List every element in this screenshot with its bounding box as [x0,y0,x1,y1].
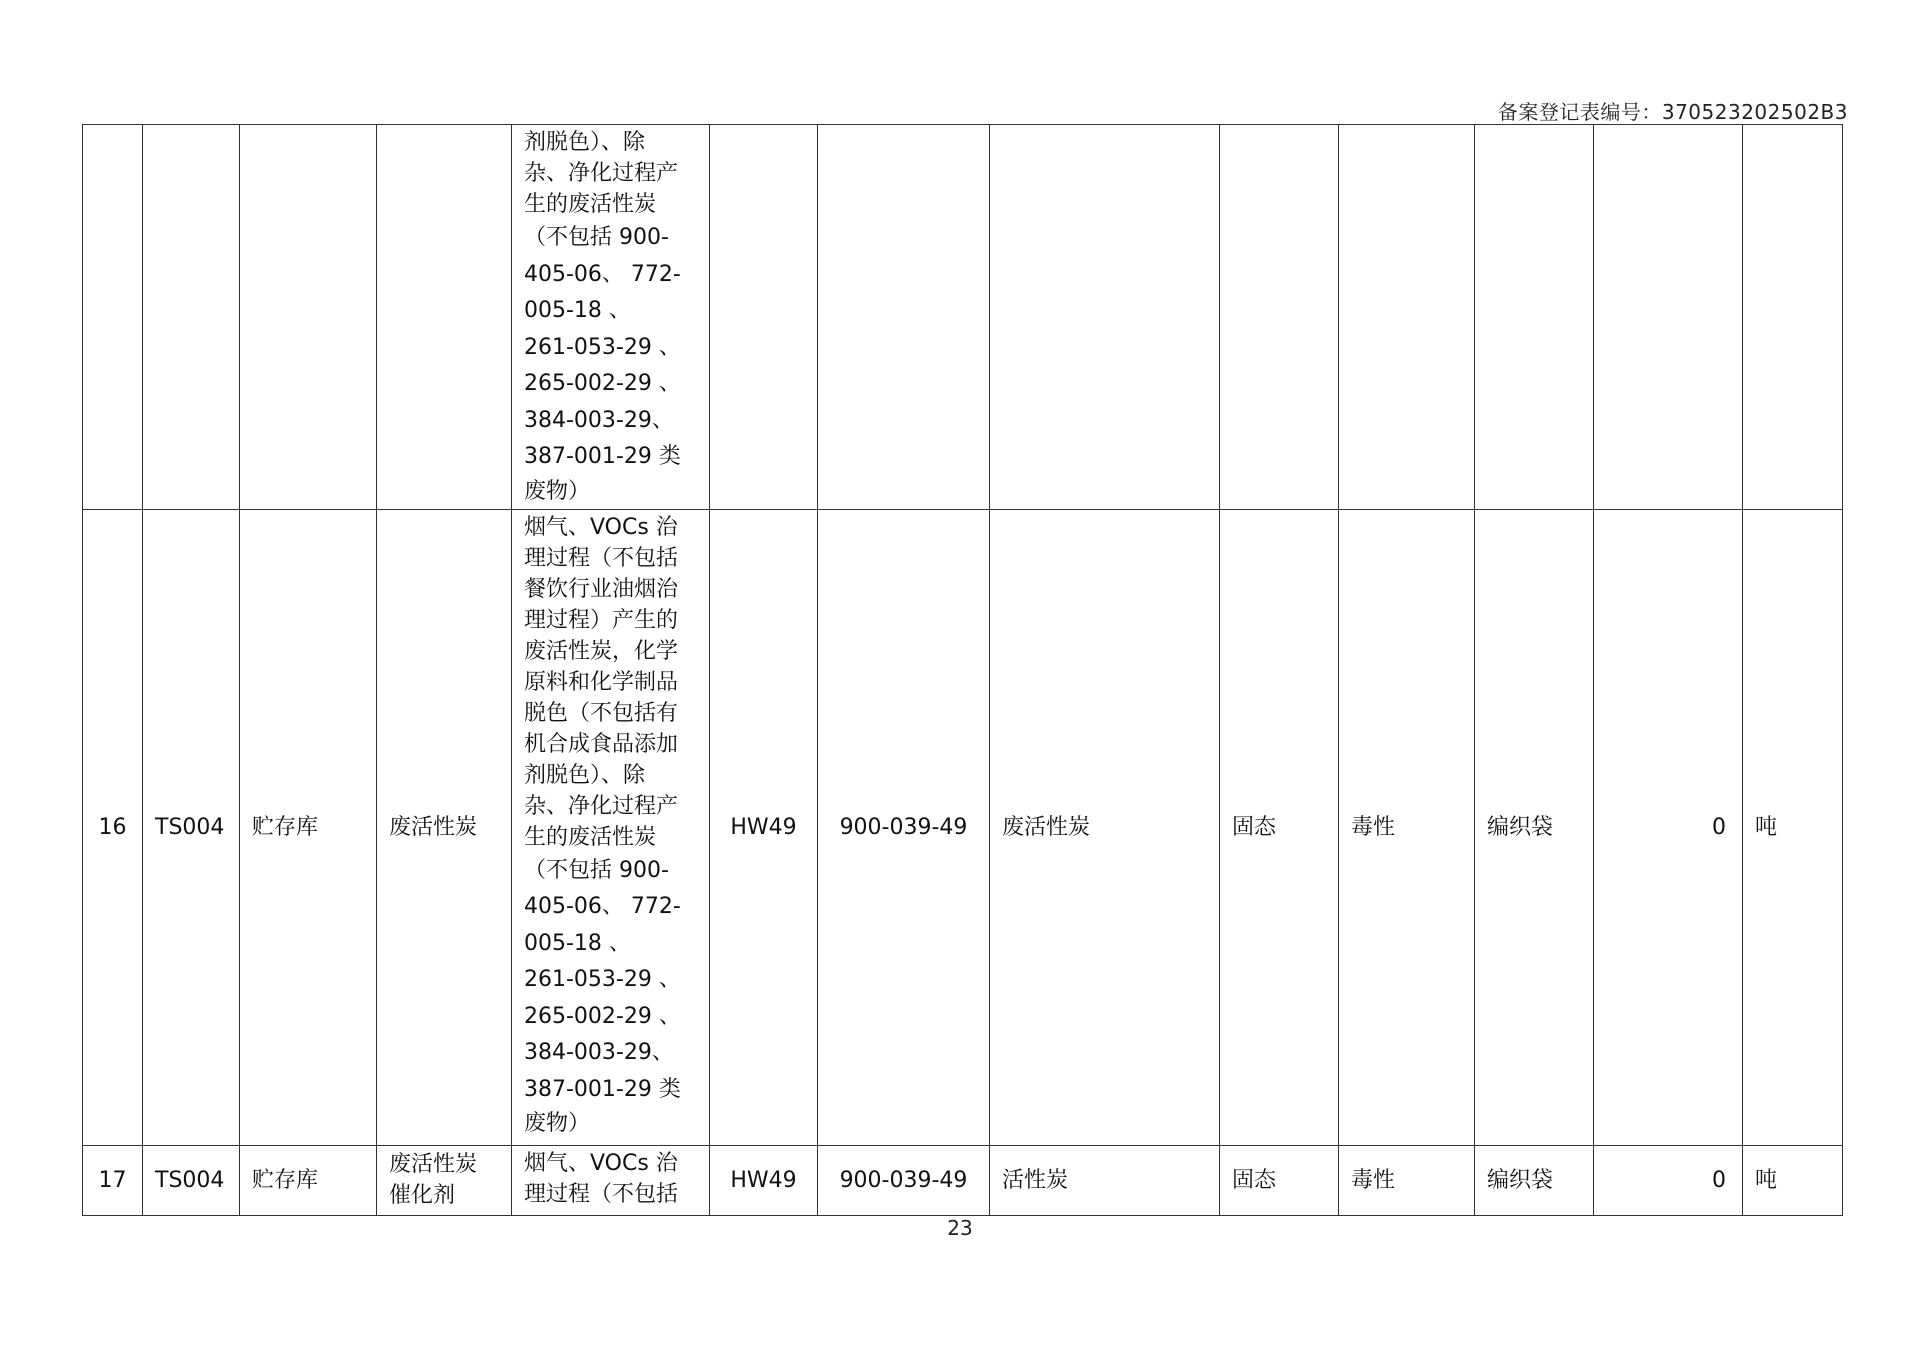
cell-quantity: 0 [1594,1145,1743,1215]
desc-line: 261-053-29 、 [524,967,681,992]
desc-line: （不包括 900- [524,225,669,250]
cell-waste-code [818,125,990,510]
table-row [83,509,1843,1145]
cell-location: 贮存库 [240,1145,377,1215]
desc-line: 餐饮行业油烟治 [524,576,679,602]
cell-description [512,509,710,1145]
desc-line: 387-001-29 类 [524,444,681,469]
table-row [83,125,1843,510]
desc-line: 剂脱色）、除 [524,762,646,788]
desc-line: 理过程（不包括 [524,1181,679,1207]
desc-line: 387-001-29 类 [524,1076,681,1102]
desc-line: 杂、净化过程产 [524,793,679,819]
desc-line: 脱色（不包括有 [524,700,679,726]
desc-line: 384-003-29、 [524,1040,674,1065]
desc-line: 杂、净化过程产 [524,161,679,186]
desc-line: 005-18 、 [524,930,631,956]
desc-line: 理过程（不包括 [524,545,679,571]
cell-unit: 吨 [1743,509,1843,1145]
desc-line: 机合成食品添加 [524,731,679,757]
cell-code: TS004 [143,509,240,1145]
cell-package: 编织袋 [1475,509,1594,1145]
hazardous-waste-table [82,124,1843,1216]
table-row [83,1145,1843,1215]
cell-seq: 17 [83,1145,143,1215]
desc-line: 生的废活性炭 [524,192,657,217]
desc-line: 剂脱色）、除 [524,130,646,155]
desc-line: 烟气、VOCs 治 [524,1150,678,1176]
page-number: 23 [947,1216,973,1240]
cell-description [512,1145,710,1215]
desc-line: 405-06、 772- [524,261,681,287]
desc-line: 265-002-29 、 [524,371,681,396]
cell-waste-code: 900-039-49 [818,509,990,1145]
cell-component: 活性炭 [990,1145,1220,1215]
desc-line: 005-18 、 [524,298,631,323]
cell-category [710,125,818,510]
cell-unit [1743,125,1843,510]
cell-hazard [1339,125,1475,510]
desc-line: （不包括 900- [524,857,669,883]
cell-quantity [1594,125,1743,510]
cell-category: HW49 [710,1145,818,1215]
cell-name [377,125,512,510]
cell-hazard: 毒性 [1339,1145,1475,1215]
cell-component [990,125,1220,510]
cell-form: 固态 [1220,509,1339,1145]
cell-name [377,1145,512,1215]
cell-form: 固态 [1220,1145,1339,1215]
cell-package [1475,125,1594,510]
cell-quantity: 0 [1594,509,1743,1145]
desc-line: 261-053-29 、 [524,334,681,360]
cell-seq: 16 [83,509,143,1145]
desc-line: 理过程）产生的 [524,607,679,633]
cell-description [512,125,710,510]
cell-location [240,125,377,510]
desc-line: 384-003-29、 [524,407,674,433]
cell-category: HW49 [710,509,818,1145]
desc-line: 废物） [524,1111,591,1136]
cell-unit: 吨 [1743,1145,1843,1215]
cell-seq [83,125,143,510]
desc-line: 烟气、VOCs 治 [524,514,678,540]
desc-line: 废物） [524,478,591,504]
desc-line: 废活性炭，化学 [524,638,679,664]
cell-component: 废活性炭 [990,509,1220,1145]
cell-code [143,125,240,510]
desc-line: 生的废活性炭 [524,824,657,850]
cell-code: TS004 [143,1145,240,1215]
cell-waste-code: 900-039-49 [818,1145,990,1215]
desc-line: 原料和化学制品 [524,669,679,695]
name-line: 废活性炭 [389,1152,478,1177]
cell-form [1220,125,1339,510]
cell-location: 贮存库 [240,509,377,1145]
cell-name: 废活性炭 [377,509,512,1145]
record-number: 备案登记表编号：370523202502B3 [1497,100,1848,124]
desc-line: 405-06、 772- [524,894,681,919]
cell-hazard: 毒性 [1339,509,1475,1145]
name-line: 催化剂 [389,1183,456,1208]
desc-line: 265-002-29 、 [524,1003,681,1029]
cell-package: 编织袋 [1475,1145,1594,1215]
